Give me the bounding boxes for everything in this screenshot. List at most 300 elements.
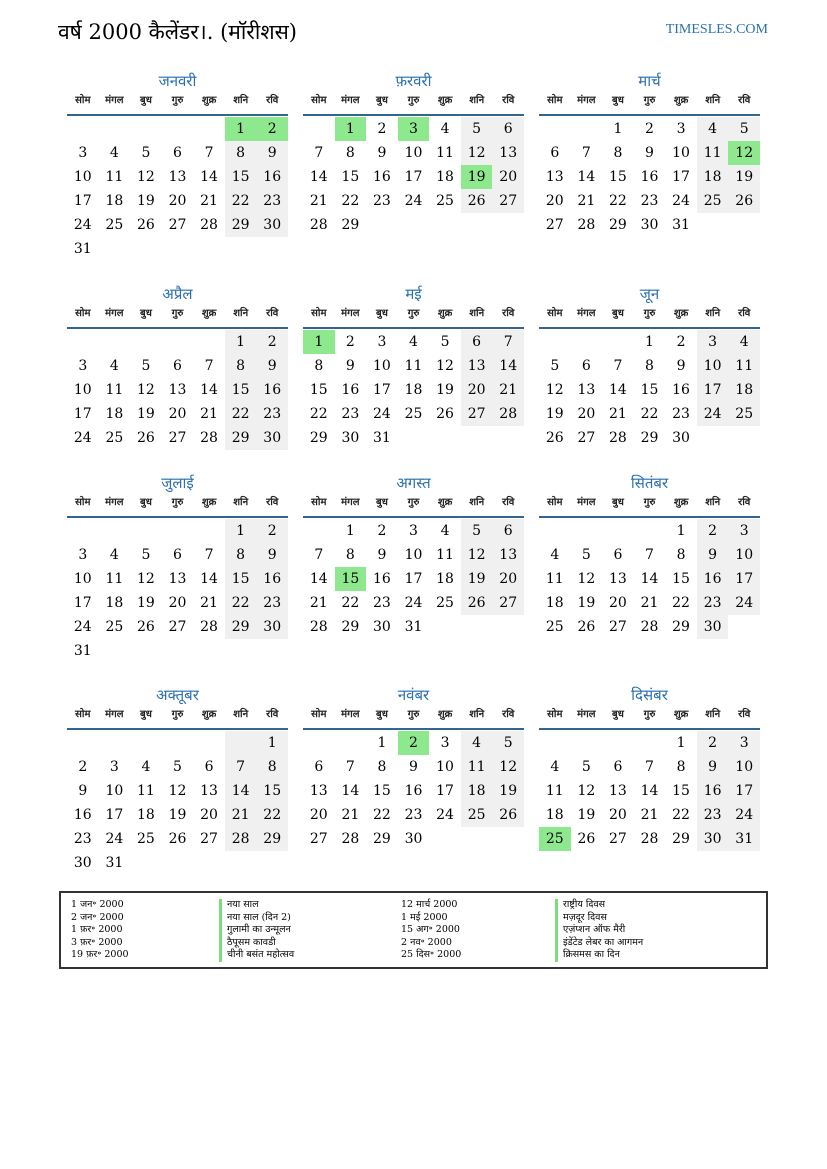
day-cell: 16 [373,169,391,185]
weekday-header [539,494,760,518]
day-cell: 5 [492,731,524,755]
day-cell: 16 [73,807,92,823]
day-cell: 14 [309,571,328,587]
day-cell: 11 [137,783,155,799]
weekday-label: गुरु [643,497,656,508]
day-cell: 24 [728,803,760,827]
weekday-label: रवि [738,95,751,106]
day-cell: 29 [672,831,690,847]
day-cell: 24 [728,591,760,615]
day-cell: 1 [303,330,335,354]
weekday-label: शुक्र [437,95,453,106]
day-cell: 29 [225,213,257,237]
day-cell: 27 [168,430,187,446]
day-cell: 18 [436,169,454,185]
day-cell: 2 [676,334,686,350]
weekday-label: बुध [376,497,388,508]
weekday-label: मंगल [341,95,360,106]
day-cell: 25 [436,193,454,209]
day-cell: 26 [436,406,454,422]
day-cell: 10 [73,382,92,398]
day-cell: 2 [345,334,355,350]
day-cell: 15 [640,382,659,398]
day-cell: 16 [640,169,659,185]
day-cell: 7 [581,145,591,161]
weekday-header [539,706,760,730]
page-title: वर्ष 2000 कैलेंडर।. (मॉरीशस) [58,20,297,44]
day-cell: 26 [461,189,493,213]
weekday-label: बुध [376,308,388,319]
day-cell: 13 [577,382,596,398]
day-cell: 27 [492,189,524,213]
day-cell: 9 [676,358,686,374]
day-cell: 8 [613,145,623,161]
day-cell: 17 [436,783,454,799]
weekday-label: शनि [705,709,721,720]
holiday-names-right [555,899,643,962]
weekday-label: सोम [75,497,91,508]
day-cell: 14 [200,571,218,587]
month-block [303,283,524,450]
day-cell: 23 [697,803,729,827]
day-cell: 17 [404,571,423,587]
month-name: अगस्त [396,474,431,492]
day-cell: 8 [676,547,686,563]
day-cell: 15 [341,169,360,185]
day-cell: 9 [409,759,418,775]
day-cell: 3 [409,523,418,539]
day-cell: 5 [581,547,591,563]
day-cell: 19 [545,406,564,422]
weekday-label: शनि [233,497,249,508]
day-cell: 14 [341,783,360,799]
month-name: मार्च [638,72,661,90]
day-cell: 11 [461,755,493,779]
day-cell: 24 [73,217,92,233]
day-cell: 5 [141,145,151,161]
day-cell: 9 [697,543,729,567]
weekday-label: शुक्र [437,709,453,720]
day-cell: 7 [314,145,324,161]
day-cell: 19 [461,165,493,189]
day-cell: 6 [613,759,623,775]
day-cell: 10 [373,358,391,374]
day-cell: 22 [609,193,627,209]
day-cell: 6 [173,358,182,374]
day-cell: 9 [256,354,288,378]
day-cell: 1 [645,334,654,350]
weekday-label: शुक्र [201,308,217,319]
day-cell: 8 [345,547,355,563]
day-cell: 15 [225,165,257,189]
day-cell: 11 [436,145,454,161]
day-cell: 29 [225,426,257,450]
day-cell: 30 [404,831,423,847]
day-cell: 21 [492,378,524,402]
day-cell: 7 [613,358,623,374]
day-cell: 24 [697,402,729,426]
day-cell: 10 [404,145,423,161]
day-cell: 23 [73,831,92,847]
day-cell: 1 [256,731,288,755]
day-cell: 27 [200,831,218,847]
day-cell: 16 [672,382,690,398]
day-cell: 4 [109,547,119,563]
day-cell: 29 [341,217,360,233]
day-cell: 14 [200,382,218,398]
weekday-label: बुध [376,95,388,106]
day-cell: 20 [168,193,187,209]
day-cell: 6 [550,145,560,161]
day-cell: 18 [545,595,564,611]
month-name: सितंबर [630,474,669,492]
day-cell: 8 [256,755,288,779]
day-cell: 16 [697,567,729,591]
day-cell: 25 [728,402,760,426]
day-cell: 26 [137,619,155,635]
holiday-entry: 2 जन॰ 2000 [71,911,124,923]
day-cell: 23 [256,189,288,213]
day-cell: 7 [204,547,214,563]
day-cell: 1 [345,523,355,539]
empty-cell [602,731,634,755]
holiday-entry: गुलामी का उन्मूलन [219,924,294,937]
day-cell: 21 [640,807,659,823]
holiday-entry: 1 फ़र॰ 2000 [71,924,123,935]
day-cell: 12 [577,571,596,587]
day-cell: 10 [404,547,423,563]
day-cell: 18 [105,595,124,611]
day-cell: 22 [640,406,659,422]
weekday-label: शनि [705,497,721,508]
day-cell: 17 [672,169,690,185]
day-cell: 28 [640,831,659,847]
weekday-label: मंगल [577,497,596,508]
day-cell: 14 [225,779,257,803]
day-grid [67,731,288,875]
day-cell: 27 [609,831,627,847]
holiday-entry: क्रिसमस का दिन [555,949,643,962]
day-cell: 27 [461,402,493,426]
day-cell: 15 [225,378,257,402]
day-cell: 8 [377,759,387,775]
weekday-label: शुक्र [673,497,689,508]
weekday-label: मंगल [105,709,124,720]
day-cell: 28 [200,619,218,635]
day-cell: 18 [461,779,493,803]
holiday-entry: 12 मार्च 2000 [401,899,458,910]
day-cell: 1 [225,519,257,543]
day-cell: 3 [78,547,88,563]
day-cell: 28 [640,619,659,635]
day-cell: 22 [672,807,690,823]
empty-cell [193,731,225,755]
day-cell: 12 [137,169,155,185]
weekday-label: मंगल [577,709,596,720]
weekday-header [67,92,288,116]
day-cell: 5 [461,519,493,543]
month-name: दिसंबर [631,686,668,704]
day-cell: 16 [341,382,360,398]
day-cell: 22 [225,402,257,426]
empty-cell [539,117,571,141]
weekday-label: बुध [612,497,624,508]
day-cell: 3 [728,519,760,543]
weekday-label: शुक्र [673,95,689,106]
empty-cell [99,330,131,354]
weekday-label: रवि [266,308,279,319]
day-cell: 23 [697,591,729,615]
day-cell: 21 [200,406,218,422]
day-cell: 31 [105,855,124,871]
weekday-label: शुक्र [201,497,217,508]
day-grid [539,117,760,237]
weekday-label: सोम [75,308,91,319]
day-cell: 27 [609,619,627,635]
day-cell: 5 [581,759,591,775]
day-cell: 11 [545,571,564,587]
day-cell: 17 [105,807,124,823]
empty-cell [539,731,571,755]
empty-cell [225,731,257,755]
weekday-label: गुरु [643,308,656,319]
day-cell: 30 [697,827,729,851]
day-cell: 20 [577,406,596,422]
day-cell: 31 [373,430,391,446]
day-cell: 17 [73,406,92,422]
empty-cell [67,117,99,141]
empty-cell [99,519,131,543]
day-cell: 12 [545,382,564,398]
day-cell: 26 [492,803,524,827]
day-cell: 16 [256,567,288,591]
weekday-label: बुध [140,95,152,106]
empty-cell [130,330,162,354]
day-cell: 20 [492,165,524,189]
day-cell: 18 [436,571,454,587]
day-cell: 20 [200,807,218,823]
empty-cell [162,117,194,141]
weekday-label: सोम [311,95,327,106]
day-cell: 31 [728,827,760,851]
day-cell: 13 [461,354,493,378]
holiday-entry: 19 फ़र॰ 2000 [71,949,129,960]
day-cell: 15 [672,783,690,799]
holiday-names-left [219,899,294,962]
day-cell: 12 [492,755,524,779]
day-cell: 30 [373,619,391,635]
day-cell: 12 [168,783,187,799]
day-cell: 15 [609,169,627,185]
weekday-label: बुध [612,709,624,720]
empty-cell [539,519,571,543]
weekday-label: बुध [376,709,388,720]
day-cell: 23 [640,193,659,209]
weekday-label: मंगल [577,308,596,319]
weekday-label: सोम [311,497,327,508]
weekday-label: शनि [469,308,485,319]
day-cell: 5 [173,759,182,775]
day-cell: 20 [545,193,564,209]
day-cell: 4 [550,547,560,563]
day-cell: 7 [345,759,355,775]
day-cell: 30 [640,217,659,233]
day-cell: 29 [256,827,288,851]
day-cell: 25 [539,827,571,851]
weekday-label: रवि [738,308,751,319]
day-cell: 6 [314,759,324,775]
day-cell: 11 [404,358,423,374]
month-block [539,472,760,639]
day-cell: 22 [309,406,328,422]
day-cell: 10 [728,755,760,779]
weekday-header [303,305,524,329]
empty-cell [99,117,131,141]
empty-cell [162,330,194,354]
day-cell: 30 [73,855,92,871]
weekday-label: शुक्र [437,497,453,508]
weekday-header [67,706,288,730]
day-cell: 30 [256,615,288,639]
day-cell: 23 [256,591,288,615]
day-cell: 9 [256,141,288,165]
day-cell: 30 [341,430,360,446]
day-cell: 26 [137,430,155,446]
day-cell: 22 [256,803,288,827]
day-grid [303,519,524,639]
empty-cell [602,519,634,543]
empty-cell [539,330,571,354]
day-cell: 1 [225,117,257,141]
day-cell: 21 [200,193,218,209]
day-cell: 19 [577,595,596,611]
day-cell: 25 [697,189,729,213]
day-cell: 29 [373,831,391,847]
weekday-label: मंगल [577,95,596,106]
day-cell: 21 [309,193,328,209]
day-cell: 23 [373,595,391,611]
empty-cell [571,330,603,354]
day-cell: 14 [640,571,659,587]
day-cell: 4 [461,731,493,755]
day-cell: 6 [173,145,182,161]
site-link[interactable]: TIMESLES.COM [665,22,768,37]
day-cell: 1 [335,117,367,141]
month-block [67,283,288,450]
day-cell: 16 [404,783,423,799]
weekday-label: बुध [140,497,152,508]
day-cell: 31 [73,643,92,659]
weekday-label: गुरु [171,709,184,720]
weekday-label: शुक्र [201,95,217,106]
weekday-label: शुक्र [673,308,689,319]
day-cell: 2 [697,519,729,543]
day-cell: 8 [676,759,686,775]
weekday-label: सोम [311,709,327,720]
holiday-dates-left [71,899,129,962]
day-cell: 8 [225,141,257,165]
weekday-label: गुरु [171,497,184,508]
day-cell: 28 [341,831,360,847]
day-cell: 1 [613,121,623,137]
weekday-label: गुरु [407,95,420,106]
weekday-label: रवि [738,497,751,508]
day-cell: 11 [728,354,760,378]
day-cell: 16 [256,165,288,189]
day-cell: 20 [609,595,627,611]
day-cell: 6 [581,358,591,374]
day-cell: 27 [309,831,328,847]
weekday-label: शनि [705,95,721,106]
day-cell: 9 [697,755,729,779]
day-cell: 25 [461,803,493,827]
day-cell: 21 [609,406,627,422]
weekday-header [303,494,524,518]
day-cell: 9 [345,358,355,374]
day-cell: 25 [105,430,124,446]
empty-cell [571,519,603,543]
empty-cell [571,117,603,141]
day-cell: 13 [309,783,328,799]
day-cell: 28 [609,430,627,446]
day-cell: 10 [105,783,124,799]
day-cell: 14 [609,382,627,398]
day-cell: 24 [672,193,690,209]
day-cell: 13 [492,543,524,567]
day-grid [539,330,760,450]
day-grid [303,330,524,450]
day-cell: 18 [137,807,155,823]
holiday-entry: 2 नव॰ 2000 [401,936,452,948]
weekday-label: मंगल [341,497,360,508]
day-cell: 9 [256,543,288,567]
day-cell: 30 [672,430,690,446]
day-cell: 28 [577,217,596,233]
day-cell: 18 [105,406,124,422]
month-block [539,70,760,237]
day-cell: 8 [225,354,257,378]
empty-cell [571,731,603,755]
day-cell: 18 [697,165,729,189]
day-cell: 26 [137,217,155,233]
day-cell: 21 [200,595,218,611]
weekday-label: सोम [311,308,327,319]
day-cell: 21 [309,595,328,611]
day-cell: 13 [200,783,218,799]
day-cell: 18 [105,193,124,209]
day-grid [303,117,524,237]
empty-cell [67,519,99,543]
holiday-entry: 15 अग॰ 2000 [401,924,460,935]
day-cell: 16 [373,571,391,587]
day-cell: 9 [645,145,654,161]
day-cell: 3 [109,759,119,775]
day-cell: 18 [545,807,564,823]
weekday-label: गुरु [407,308,420,319]
day-grid [67,330,288,450]
day-cell: 27 [168,619,187,635]
empty-cell [99,731,131,755]
month-block [67,70,288,261]
month-name: फ़रवरी [395,72,432,90]
weekday-label: गुरु [407,709,420,720]
day-cell: 5 [461,117,493,141]
empty-cell [193,117,225,141]
holiday-entry: 25 दिस॰ 2000 [401,949,462,960]
empty-cell [67,731,99,755]
empty-cell [130,117,162,141]
day-cell: 10 [436,759,454,775]
